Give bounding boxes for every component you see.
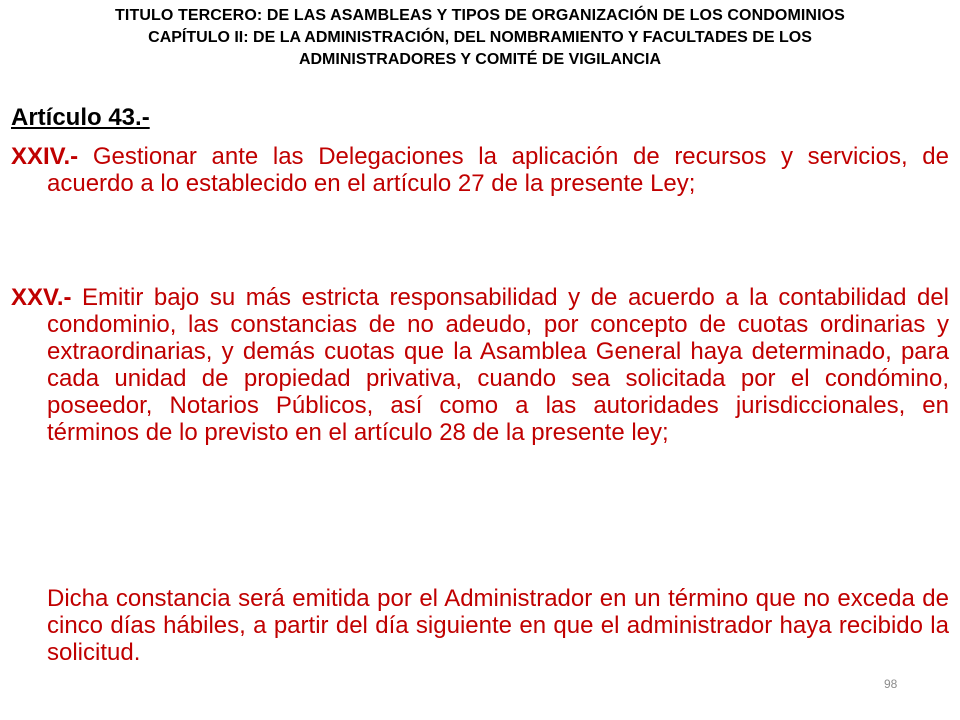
header-chapter-line: CAPÍTULO II: DE LA ADMINISTRACIÓN, DEL NOMBRAMIENTO Y FACULTADES DE LOS [148,29,812,46]
slide-header [10,5,950,71]
fraction-number: XXV.- [11,284,72,311]
fraction-xxiv-paragraph [11,143,949,197]
page-number: 98 [884,677,898,691]
header-title-line: TITULO TERCERO: DE LAS ASAMBLEAS Y TIPOS DE ORGANIZACIÓN DE LOS CONDOMINIOS [115,7,845,24]
fraction-number: XXIV.- [11,143,79,170]
fraction-text: Gestionar ante las Delegaciones la aplicación de recursos y servicios, de acuerdo a lo establecido en el artículo 27 de la presente Ley; [47,143,950,197]
constancia-paragraph [47,585,949,666]
paragraph-text: Dicha constancia será emitida por el Administrador en un término que no exceda de cinco días hábiles, a partir del día siguiente en que el administrador haya recibido la solicitud. [47,585,949,666]
article-title: Artículo 43.- [11,104,150,131]
header-chapter-line-continued: ADMINISTRADORES Y COMITÉ DE VIGILANCIA [298,51,662,68]
fraction-text: Emitir bajo su más estricta responsabilidad y de acuerdo a la contabilidad del condominio, las constancias de no adeudo, por concepto de cuotas ordinarias y extraordinarias, y demás cuotas que la Asamblea General haya determinado, para cada unidad de propiedad privativa, cuando sea solicitada por el condómino, poseedor, Notarios Públicos, así como a las autoridades jurisdiccionales, en términos de lo previsto en el artículo 28 de la presente ley; [47,284,949,446]
fraction-xxv-paragraph [11,284,949,446]
